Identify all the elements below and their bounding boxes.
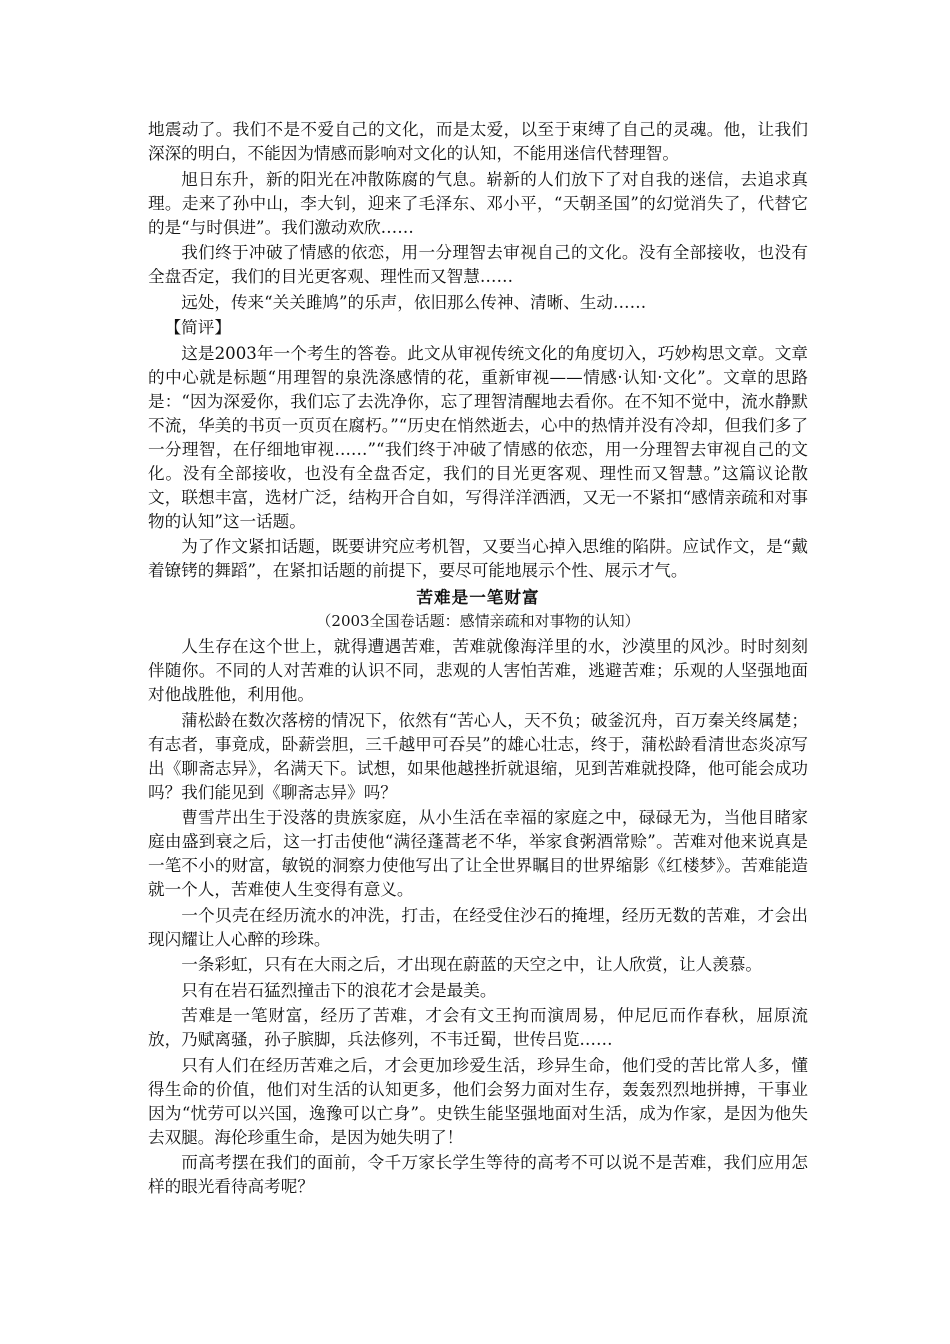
review-paragraph-2: 为了作文紧扣话题，既要讲究应考机智，又要当心掉入思维的陷阱。应试作文，是“戴着镣铐的舞蹈”，在紧扣话题的前提下，要尽可能地展示个性、展示才气。 — [148, 537, 808, 580]
review-paragraph-1: 这是2003年一个考生的答卷。此文从审视传统文化的角度切入，巧妙构思文章。文章的中心就是标题“用理智的泉洗涤感情的花，重新审视——情感·认知·文化”。文章的思路是：“因为深爱你，我们忘了去洗净你，忘了理智清醒地去看你。在不知不觉中，流水静默不流，华美的书页一页页在腐朽。”“历史在悄然逝去，心中的热情并没有冷却，但我们多了一分理智，在仔细地审视……”“我们终于冲破了情感的依恋，用一分理智去审视自己的文化。没有全部接收，也没有全盘否定，我们的目光更客观、理性而又智慧。”这篇议论散文，联想丰富，选材广泛，结构开合自如，写得洋洋洒洒，又无一不紧扣“感情亲疏和对事物的认知”这一话题。 — [148, 343, 808, 531]
essay1-paragraph-3: 我们终于冲破了情感的依恋，用一分理智去审视自己的文化。没有全部接收，也没有全盘否定，我们的目光更客观、理性而又智慧…… — [148, 243, 808, 286]
essay1-paragraph-4: 远处，传来“关关雎鸠”的乐声，依旧那么传神、清晰、生动…… — [181, 292, 647, 312]
essay2-paragraph-6: 只有在岩石猛烈撞击下的浪花才会是最美。 — [181, 980, 497, 1000]
document-page — [148, 118, 808, 1201]
essay2-paragraph-9: 而高考摆在我们的面前，令千万家长学生等待的高考不可以说不是苦难，我们应用怎样的眼光看待高考呢？ — [148, 1153, 808, 1196]
essay2-paragraph-3: 曹雪芹出生于没落的贵族家庭，从小生活在幸福的家庭之中，碌碌无为，当他目睹家庭由盛到衰之后，这一打击使他“满径蓬蒿老不华，举家食粥酒常赊”。苦难对他来说真是一笔不小的财富，敏锐的洞察力使他写出了让全世界瞩目的世界缩影《红楼梦》。苦难能造就一个人，苦难使人生变得有意义。 — [148, 808, 808, 899]
essay2-paragraph-5: 一条彩虹，只有在大雨之后，才出现在蔚蓝的天空之中，让人欣赏，让人羡慕。 — [181, 955, 762, 974]
essay2-paragraph-2: 蒲松龄在数次落榜的情况下，依然有“苦心人，天不负；破釜沉舟，百万秦关终属楚；有志者，事竟成，卧薪尝胆，三千越甲可吞吴”的雄心壮志，终于，蒲松龄看清世态炎凉写出《聊斋志异》，名满天下。试想，如果他越挫折就退缩，见到苦难就投降，他可能会成功吗？我们能见到《聊斋志异》吗？ — [148, 710, 808, 802]
essay1-paragraph-1: 地震动了。我们不是不爱自己的文化，而是太爱，以至于束缚了自己的灵魂。他，让我们深深的明白，不能因为情感而影响对文化的认知，不能用迷信代替理智。 — [148, 120, 808, 163]
essay2-paragraph-1: 人生存在这个世上，就得遭遇苦难，苦难就像海洋里的水，沙漠里的风沙。时时刻刻伴随你。不同的人对苦难的认识不同，悲观的人害怕苦难，逃避苦难；乐观的人坚强地面对他战胜他，利用他。 — [148, 637, 808, 704]
essay2-title: 苦难是一笔财富 — [416, 587, 540, 607]
essay2-subtitle: （2003全国卷话题：感情亲疏和对事物的认知） — [316, 612, 640, 630]
essay2-paragraph-7: 苦难是一笔财富，经历了苦难，才会有文王拘而演周易，仲尼厄而作春秋，屈原流放，乃赋离骚，孙子膑脚，兵法修列，不韦迁蜀，世传吕览…… — [148, 1006, 808, 1049]
essay1-paragraph-2: 旭日东升，新的阳光在冲散陈腐的气息。崭新的人们放下了对自我的迷信，去追求真理。走来了孙中山，李大钊，迎来了毛泽东、邓小平，“天朝圣国”的幻觉消失了，代替它的是“与时俱进”。我们激动欢欣…… — [148, 169, 808, 237]
essay2-paragraph-8: 只有人们在经历苦难之后，才会更加珍爱生活，珍异生命，他们受的苦比常人多，懂得生命的价值，他们对生活的认知更多，他们会努力面对生存，轰轰烈烈地拼搏，干事业因为“忧劳可以兴国，逸豫可以亡身”。史铁生能坚强地面对生活，成为作家，是因为他失去双腿。海伦珍重生命，是因为她失明了！ — [148, 1055, 808, 1147]
review-label: 【简评】 — [164, 318, 231, 337]
essay2-paragraph-4: 一个贝壳在经历流水的冲洗，打击，在经受住沙石的掩埋，经历无数的苦难，才会出现闪耀让人心醉的珍珠。 — [148, 905, 808, 949]
